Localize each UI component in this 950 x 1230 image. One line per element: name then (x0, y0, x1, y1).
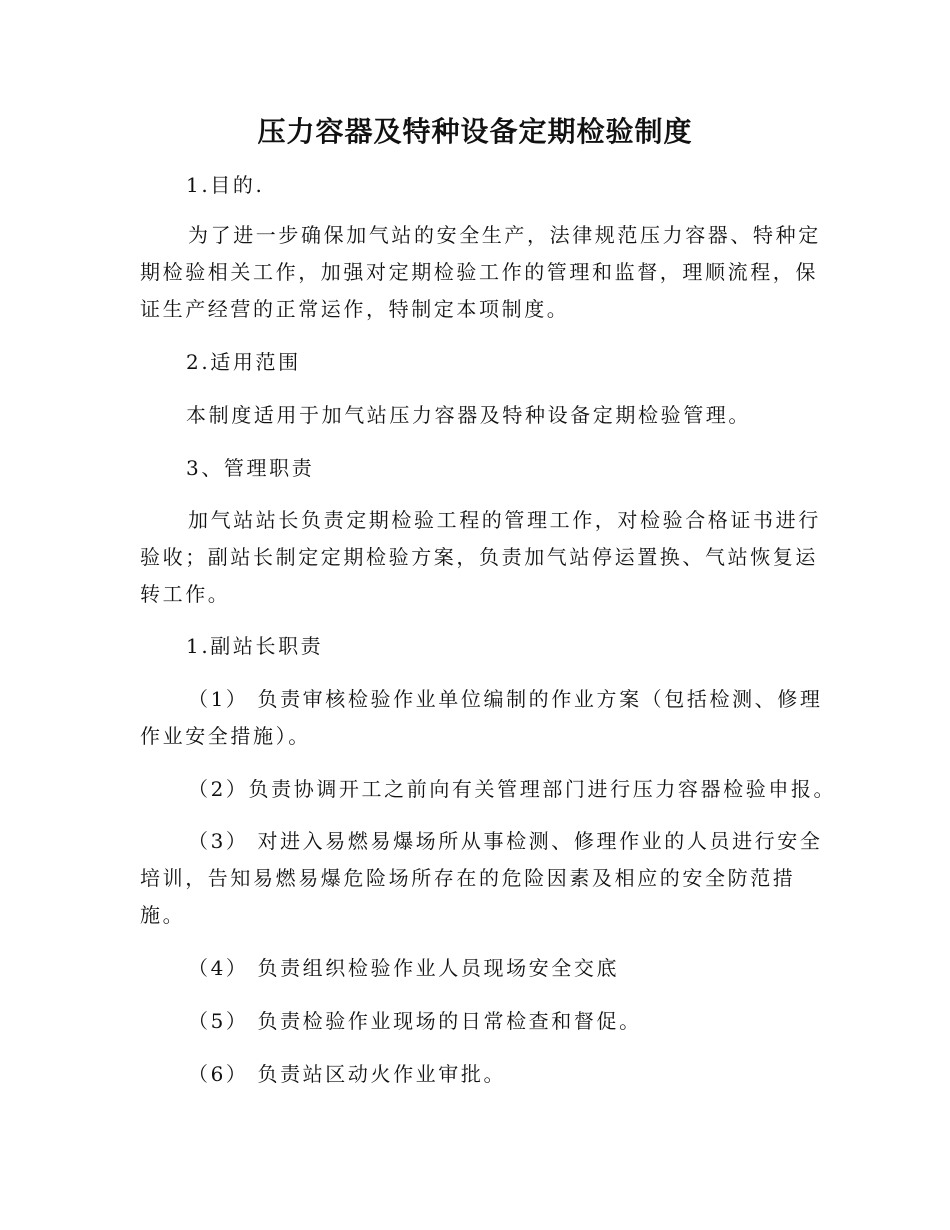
duty-item-1-line: 作业安全措施）。 (140, 724, 311, 748)
paragraph-line: 验收；副站长制定定期检验方案，负责加气站停运置换、气站恢复运 (140, 545, 818, 569)
paragraph-line: 为了进一步确保加气站的安全生产，法律规范压力容器、特种定 (188, 223, 821, 247)
paragraph-line: 期检验相关工作，加强对定期检验工作的管理和监督，理顺流程，保 (140, 260, 818, 284)
duty-item-3-line: 施。 (140, 903, 186, 927)
section-heading-scope: 2.适用范围 (186, 350, 301, 374)
paragraph-line: 加气站站长负责定期检验工程的管理工作，对检验合格证书进行 (188, 508, 821, 532)
duty-item-6: （6） 负责站区动火作业审批。 (188, 1062, 507, 1086)
duty-item-5: （5） 负责检验作业现场的日常检查和督促。 (188, 1009, 642, 1033)
paragraph-line: 本制度适用于加气站压力容器及特种设备定期检验管理。 (186, 403, 751, 427)
document-title: 压力容器及特种设备定期检验制度 (257, 115, 693, 148)
duty-item-3-line: （3） 对进入易燃易爆场所从事检测、修理作业的人员进行安全 (188, 829, 823, 853)
duty-item-2: （2）负责协调开工之前向有关管理部门进行压力容器检验申报。 (188, 777, 837, 801)
duty-item-3-line: 培训，告知易燃易爆危险场所存在的危险因素及相应的安全防范措 (140, 866, 796, 890)
paragraph-line: 证生产经营的正常运作，特制定本项制度。 (140, 297, 570, 321)
section-heading-deputy-duties: 1.副站长职责 (186, 634, 324, 658)
section-heading-purpose: 1.目的. (186, 173, 265, 197)
duty-item-4: （4） 负责组织检验作业人员现场安全交底 (188, 956, 620, 980)
section-heading-responsibilities: 3、管理职责 (186, 456, 315, 480)
duty-item-1-line: （1） 负责审核检验作业单位编制的作业方案（包括检测、修理 (188, 687, 823, 711)
paragraph-line: 转工作。 (140, 582, 231, 606)
